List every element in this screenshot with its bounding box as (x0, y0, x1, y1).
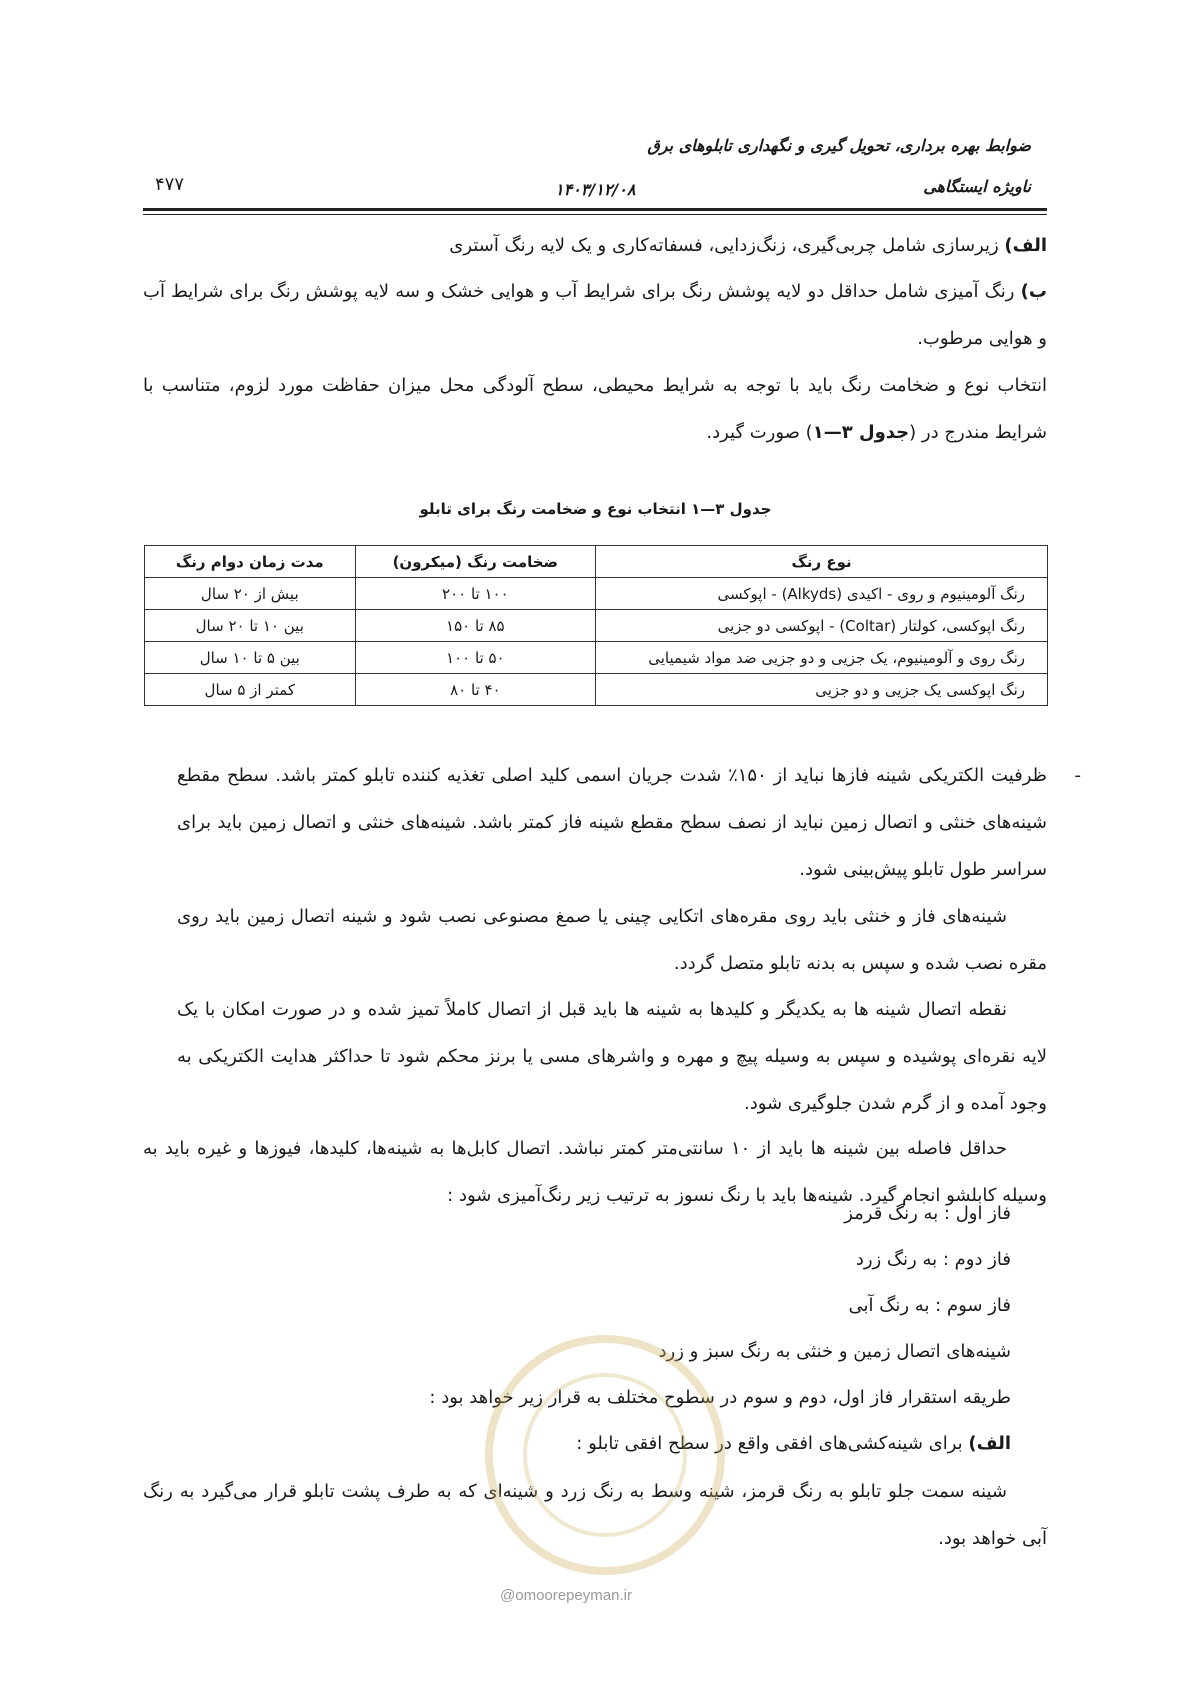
phase-3-color: فاز سوم : به رنگ آبی (848, 1295, 1011, 1316)
paragraph-front-busbar: شینه سمت جلو تابلو به رنگ قرمز، شینه وسط به رنگ زرد و شینه‌ای که به طرف پشت تابلو قرار می‌گیرد به رنگ آبی خواهد بود. (143, 1481, 1047, 1549)
table-row (145, 674, 1048, 706)
cell-thickness: ۸۵ تا ۱۵۰ (355, 610, 596, 642)
cell-thickness: ۴۰ تا ۸۰ (355, 674, 596, 706)
table-caption: جدول ۳—۱ انتخاب نوع و ضخامت رنگ برای تابلو (419, 500, 772, 518)
col-header-type: نوع رنگ (596, 546, 1048, 578)
col-header-durability: مدت زمان دوام رنگ (145, 546, 356, 578)
col-header-thickness: ضخامت رنگ (میکرون) (355, 546, 596, 578)
header-rule-thick (143, 208, 1047, 211)
phase-2-color: فاز دوم : به رنگ زرد (855, 1249, 1011, 1270)
watermark-seal (485, 1335, 725, 1575)
table-header-row (145, 546, 1048, 578)
paragraph-capacity: - ظرفیت الکتریکی شینه فازها نباید از ۱۵۰٪ شدت جریان اسمی کلید اصلی تغذیه کننده تابلو کمتر باشد. سطح مقطع شینه‌های خنثی و اتصال زمین نباید از نصف سطح مقطع شینه فاز کمتر باشد. شینه‌های خنثی و اتصال زمین باید برای سراسر طول تابلو پیش‌بینی شود. (177, 752, 1047, 893)
horizontal-busbar-item: الف) برای شینه‌کشی‌های افقی واقع در سطح افقی تابلو : (576, 1433, 1011, 1454)
arrangement-intro: طریقه استقرار فاز اول، دوم و سوم در سطوح مختلف به قرار زیر خواهد بود : (429, 1387, 1011, 1408)
phase-1-color: فاز اول : به رنگ قرمز (844, 1203, 1011, 1224)
paragraph-insulators: شینه‌های فاز و خنثی باید روی مقره‌های اتکایی چینی یا صمغ مصنوعی نصب شود و شینه اتصال زمین باید روی مقره نصب شده و سپس به بدنه تابلو متصل گردد. (177, 906, 1047, 974)
page-number: ۴۷۷ (155, 174, 185, 195)
cell-durability: بیش از ۲۰ سال (145, 578, 356, 610)
table-row (145, 642, 1048, 674)
cell-type: رنگ اپوکسی یک جزیی و دو جزیی (596, 674, 1048, 706)
paragraph-alef: الف) زیرسازی شامل چربی‌گیری، زنگ‌زدایی، فسفاته‌کاری و یک لایه رنگ آستری (449, 235, 1047, 256)
paragraph-connections: نقطه اتصال شینه ها به یکدیگر و کلیدها به شینه ها باید قبل از اتصال کاملاً تمیز شده و در صورت امکان با یک لایه نقره‌ای پوشیده و سپس به وسیله پیچ و مهره و واشرهای مسی یا برنز محکم شود تا حداکثر هدایت الکتریکی به وجود آمده و از گرم شدن جلوگیری شود. (177, 999, 1047, 1114)
paint-table (144, 545, 1048, 706)
watermark-url: @omoorepeyman.ir (500, 1587, 632, 1604)
ground-color: شینه‌های اتصال زمین و خنثی به رنگ سبز و زرد (658, 1341, 1011, 1362)
header-date: ۱۴۰۳/۱۲/۰۸ (555, 180, 636, 199)
cell-thickness: ۱۰۰ تا ۲۰۰ (355, 578, 596, 610)
paragraph-spacing: حداقل فاصله بین شینه ها باید از ۱۰ سانتی‌متر کمتر نباشد. اتصال کابل‌ها به شینه‌ها، کلیدها، فیوزها و غیره باید به وسیله کابلشو انجام گیرد. شینه‌ها باید با رنگ نسوز به ترتیب زیر رنگ‌آمیزی شود : (143, 1138, 1047, 1206)
header-rule-thin (143, 214, 1047, 215)
table-reference: جدول ۳—۱ (812, 422, 910, 443)
bullet-dash: - (1074, 765, 1081, 786)
paragraph-be: ب) رنگ آمیزی شامل حداقل دو لایه پوشش رنگ برای شرایط آب و هوایی خشک و سه لایه پوشش رنگ برای شرایط آب و هوایی مرطوب. (143, 281, 1047, 349)
cell-type: رنگ آلومینیوم و روی - اکیدی (Alkyds) - اپوکسی (596, 578, 1048, 610)
cell-type: رنگ اپوکسی، کولتار (Coltar) - اپوکسی دو جزیی (596, 610, 1048, 642)
cell-thickness: ۵۰ تا ۱۰۰ (355, 642, 596, 674)
table-row (145, 610, 1048, 642)
paragraph-selection: انتخاب نوع و ضخامت رنگ باید با توجه به شرایط محیطی، سطح آلودگی محل میزان حفاظت مورد لزوم، متناسب با شرایط مندرج در (جدول ۳—۱) صورت گیرد. (143, 375, 1047, 443)
table-row (145, 578, 1048, 610)
header-title: ضوابط بهره برداری، تحویل گیری و نگهداری تابلوهای برق (647, 136, 1031, 155)
header-subtitle: ناویژه ایستگاهی (923, 177, 1031, 196)
cell-durability: کمتر از ۵ سال (145, 674, 356, 706)
cell-durability: بین ۱۰ تا ۲۰ سال (145, 610, 356, 642)
watermark-inner-ring (523, 1373, 687, 1537)
cell-durability: بین ۵ تا ۱۰ سال (145, 642, 356, 674)
cell-type: رنگ روی و آلومینیوم، یک جزیی و دو جزیی ضد مواد شیمیایی (596, 642, 1048, 674)
